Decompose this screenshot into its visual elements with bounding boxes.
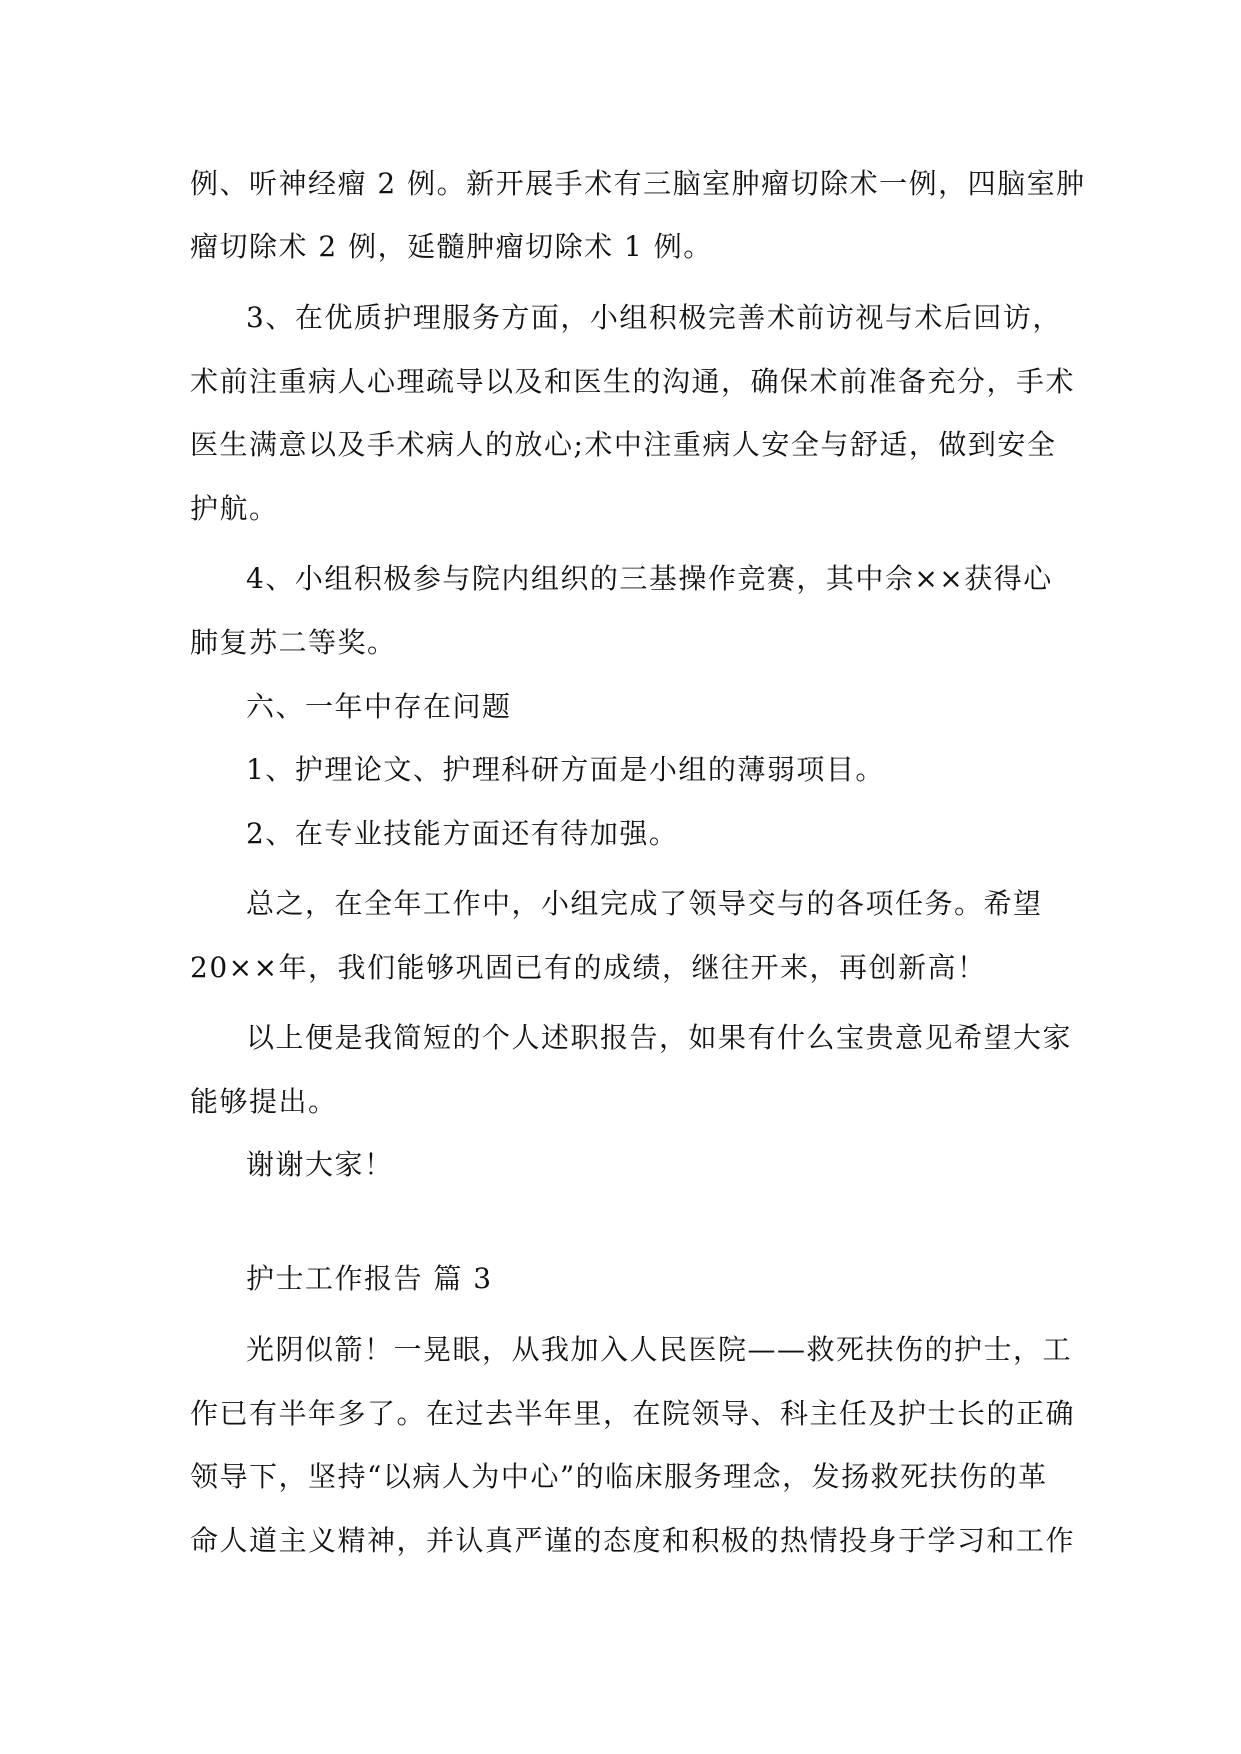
text-line: 领导下，坚持“以病人为中心”的临床服务理念，发扬救死扶伤的革 (190, 1460, 1048, 1493)
text-line: 1、护理论文、护理科研方面是小组的薄弱项目。 (246, 753, 885, 786)
text-line: 肺复苏二等奖。 (190, 626, 397, 659)
text-line: 3、在优质护理服务方面，小组积极完善术前访视与术后回访， (246, 301, 1062, 334)
text-line: 20××年，我们能够巩固已有的成绩，继往开来，再创新高！ (190, 951, 987, 984)
report-title: 护士工作报告 篇 3 (246, 1262, 493, 1295)
text-line: 命人道主义精神，并认真严谨的态度和积极的热情投身于学习和工作 (190, 1524, 1076, 1557)
text-line: 谢谢大家！ (246, 1148, 394, 1181)
text-line: 例、听神经瘤 2 例。新开展手术有三脑室肿瘤切除术一例，四脑室肿 (190, 167, 1086, 200)
text-line: 瘤切除术 2 例，延髓肿瘤切除术 1 例。 (190, 230, 713, 263)
text-line: 总之，在全年工作中，小组完成了领导交与的各项任务。希望 (246, 887, 1043, 920)
section-heading: 六、一年中存在问题 (246, 690, 512, 723)
text-line: 以上便是我简短的个人述职报告，如果有什么宝贵意见希望大家 (246, 1021, 1073, 1054)
text-line: 2、在专业技能方面还有待加强。 (246, 817, 679, 850)
text-line: 医生满意以及手术病人的放心;术中注重病人安全与舒适，做到安全 (190, 428, 1057, 461)
text-line: 作已有半年多了。在过去半年里，在院领导、科主任及护士长的正确 (190, 1397, 1076, 1430)
text-line: 能够提出。 (190, 1085, 338, 1118)
text-line: 护航。 (190, 492, 279, 525)
text-line: 光阴似箭！一晃眼，从我加入人民医院——救死扶伤的护士，工 (246, 1333, 1073, 1366)
text-line: 4、小组积极参与院内组织的三基操作竞赛，其中佘××获得心 (246, 562, 1053, 595)
text-line: 术前注重病人心理疏导以及和医生的沟通，确保术前准备充分，手术 (190, 365, 1076, 398)
